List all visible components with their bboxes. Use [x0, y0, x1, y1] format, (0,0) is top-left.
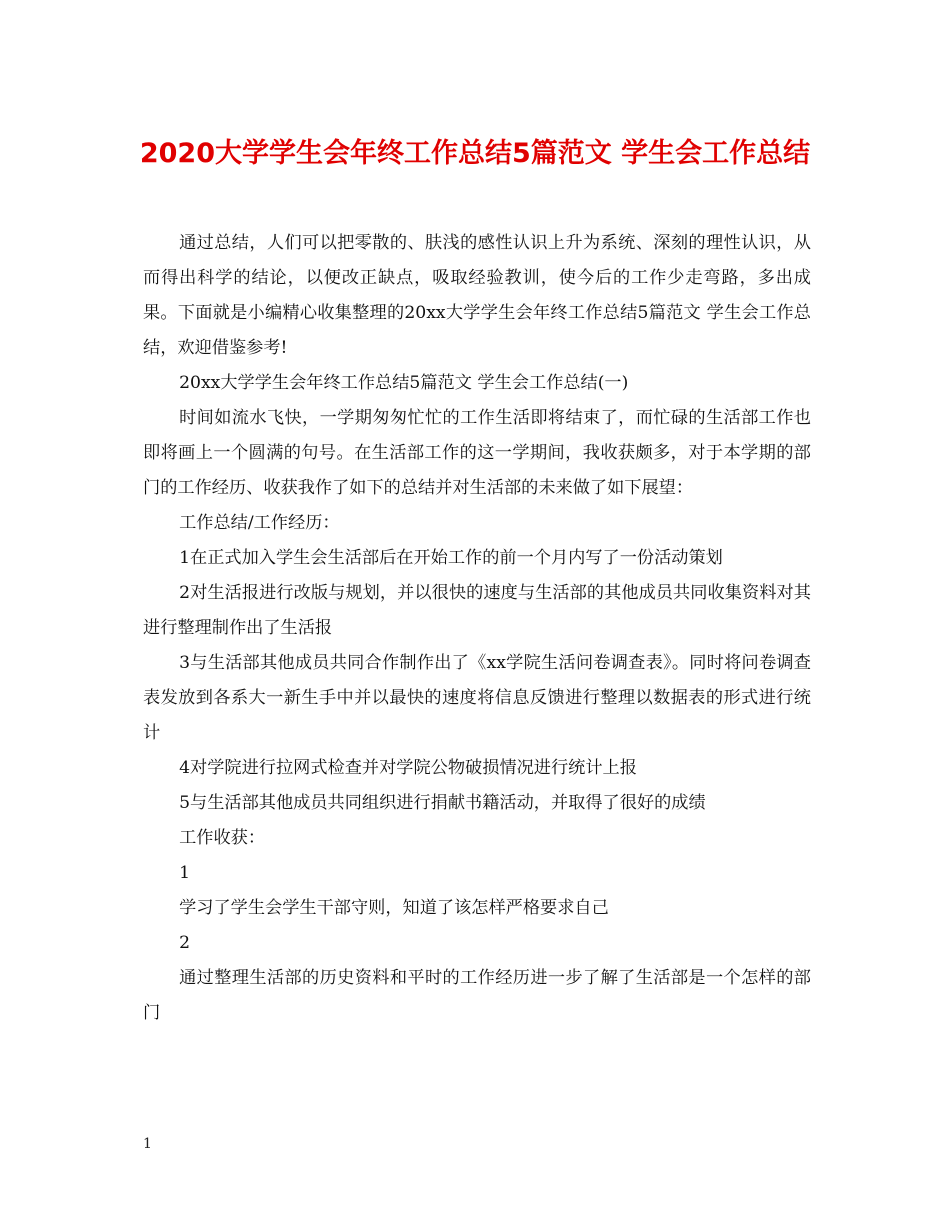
paragraph-section-heading: 20xx大学学生会年终工作总结5篇范文 学生会工作总结(一): [179, 373, 629, 393]
list-item: 4对学院进行拉网式检查并对学院公物破损情况进行统计上报: [179, 758, 637, 778]
paragraph: 通过整理生活部的历史资料和平时的工作经历进一步了解了生活部是一个怎样的部门: [143, 968, 811, 1023]
document-body: [143, 226, 811, 1031]
document-title: 2020大学学生会年终工作总结5篇范文 学生会工作总结: [139, 138, 811, 169]
paragraph-intro: 通过总结，人们可以把零散的、肤浅的感性认识上升为系统、深刻的理性认识，从而得出科学的结论，以便改正缺点，吸取经验教训，使今后的工作少走弯路，多出成果。下面就是小编精心收集整理的20xx大学学生会年终工作总结5篇范文 学生会工作总结，欢迎借鉴参考!: [143, 233, 811, 358]
list-number: 1: [179, 863, 191, 883]
list-item: 5与生活部其他成员共同组织进行捐献书籍活动，并取得了很好的成绩: [179, 793, 706, 813]
page-number: 1: [143, 1136, 152, 1152]
list-item: 3与生活部其他成员共同合作制作出了《xx学院生活问卷调查表》。同时将问卷调查表发放到各系大一新生手中并以最快的速度将信息反馈进行整理以数据表的形式进行统计: [143, 653, 811, 743]
list-item: 1在正式加入学生会生活部后在开始工作的前一个月内写了一份活动策划: [179, 548, 723, 568]
paragraph: 时间如流水飞快，一学期匆匆忙忙的工作生活即将结束了，而忙碌的生活部工作也即将画上一个圆满的句号。在生活部工作的这一学期间，我收获颇多，对于本学期的部门的工作经历、收获我作了如下的总结并对生活部的未来做了如下展望：: [143, 408, 811, 498]
paragraph: 工作收获：: [179, 828, 266, 848]
paragraph: 工作总结/工作经历：: [179, 513, 340, 533]
list-item: 2对生活报进行改版与规划，并以很快的速度与生活部的其他成员共同收集资料对其进行整理制作出了生活报: [143, 583, 811, 638]
list-number: 2: [179, 933, 191, 953]
paragraph: 学习了学生会学生干部守则，知道了该怎样严格要求自己: [179, 898, 609, 918]
